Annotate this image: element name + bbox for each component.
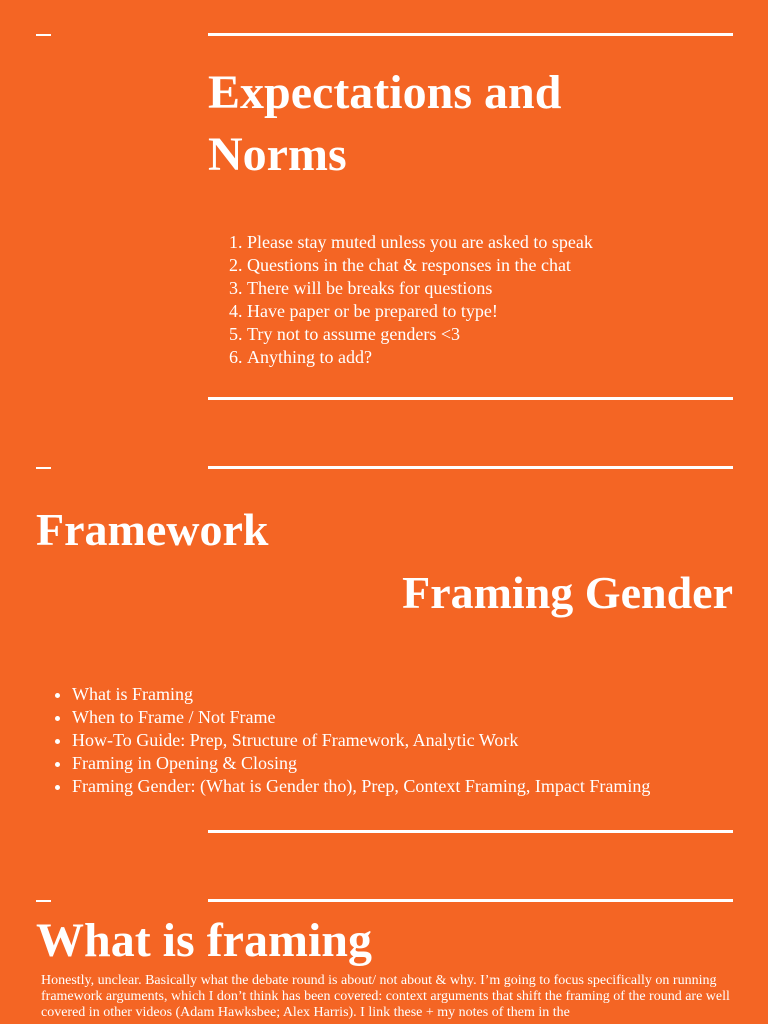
list-item: • What is Framing [72,683,650,706]
list-item: 6. Anything to add? [247,346,593,369]
list-item: 3. There will be breaks for questions [247,277,593,300]
list-item: • When to Frame / Not Frame [72,706,650,729]
list-item: • How-To Guide: Prep, Structure of Framework, Analytic Work [72,729,650,752]
list-item: • Framing in Opening & Closing [72,752,650,775]
slide-subtitle: Framing Gender [402,567,733,618]
list-item: 4. Have paper or be prepared to type! [247,300,593,323]
body-text: Honestly, unclear. Basically what the debate round is about/ not about & why. I’m going to focus specifically on running framework arguments, which I don’t think has been covered: context arguments that shift the framing of the round are well covered in other videos (Adam Hawksbee; Alex Harris). I link these + my notes of them in the [41,973,730,1020]
list-item: 1. Please stay muted unless you are asked to speak [247,231,593,254]
list-item: 5. Try not to assume genders <3 [247,323,593,346]
slide-title: Expectations and Norms [208,66,562,181]
slide-title: Framework [36,504,269,555]
top-rule [208,899,733,902]
list-item: • Framing Gender: (What is Gender tho), Prep, Context Framing, Impact Framing [72,775,650,798]
slide-marker [36,900,51,902]
list-item: 2. Questions in the chat & responses in the chat [247,254,593,277]
slide-title: What is framing [36,914,372,967]
